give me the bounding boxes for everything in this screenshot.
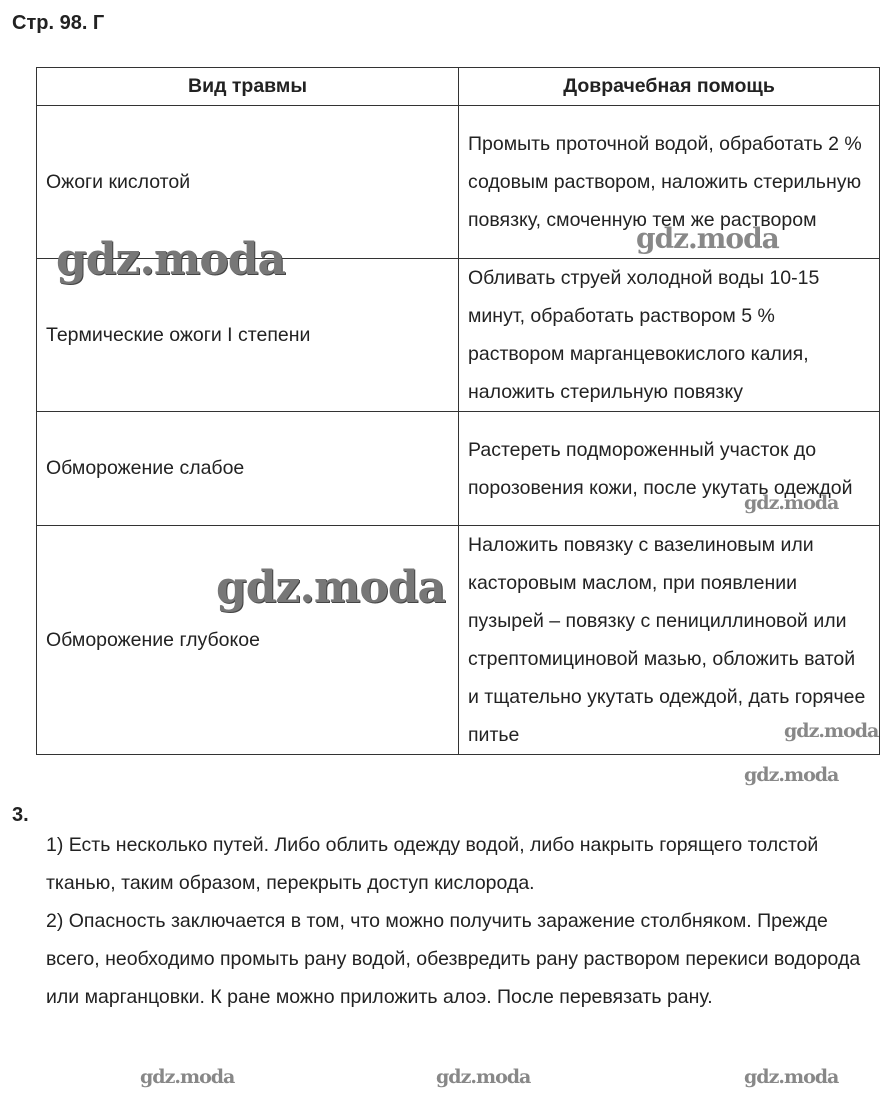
page-header: Стр. 98. Г bbox=[12, 12, 105, 34]
help-cell: Промыть проточной водой, обработать 2 % содовым раствором, наложить стерильную повязку, смоченную тем же раствором bbox=[459, 106, 880, 259]
column-header: Доврачебная помощь bbox=[459, 68, 880, 106]
watermark: gdz.moda bbox=[636, 222, 779, 255]
watermark: gdz.moda bbox=[216, 562, 446, 613]
watermark: gdz.moda bbox=[744, 764, 839, 786]
answer-1: 1) Есть несколько путей. Либо облить одежду водой, либо накрыть горящего толстой тканью, таким образом, перекрыть доступ кислорода. bbox=[46, 834, 819, 894]
first-aid-table bbox=[36, 67, 880, 755]
answer-2: 2) Опасность заключается в том, что можно получить заражение столбняком. Прежде всего, необходимо промыть рану водой, обезвредить рану раствором перекиси водорода или марганцовки. К ране можно приложить алоэ. После перевязать рану. bbox=[46, 910, 861, 1008]
help-cell: Обливать струей холодной воды 10-15 минут, обработать раствором 5 % раствором марганцевокислого калия, наложить стерильную повязку bbox=[459, 259, 880, 412]
watermark: gdz.moda bbox=[56, 234, 286, 285]
injury-cell: Термические ожоги I степени bbox=[37, 259, 459, 412]
watermark: gdz.moda bbox=[140, 1066, 235, 1088]
help-cell: Наложить повязку с вазелиновым или касторовым маслом, при появлении пузырей – повязку с пенициллиновой или стрептомициновой мазью, обложить ватой и тщательно укутать одеждой, дать горячее питье bbox=[459, 526, 880, 755]
injury-cell: Ожоги кислотой bbox=[37, 106, 459, 259]
table-row bbox=[37, 526, 880, 755]
table-header-row bbox=[37, 68, 880, 106]
column-header: Вид травмы bbox=[37, 68, 459, 106]
answers bbox=[46, 826, 866, 1016]
watermark: gdz.moda bbox=[744, 492, 839, 514]
injury-cell: Обморожение слабое bbox=[37, 412, 459, 526]
task-number: 3. bbox=[12, 804, 29, 826]
watermark: gdz.moda bbox=[744, 1066, 839, 1088]
injury-cell: Обморожение глубокое bbox=[37, 526, 459, 755]
watermark: gdz.moda bbox=[784, 720, 879, 742]
help-cell: Растереть подмороженный участок до порозовения кожи, после укутать одеждой bbox=[459, 412, 880, 526]
watermark: gdz.moda bbox=[436, 1066, 531, 1088]
